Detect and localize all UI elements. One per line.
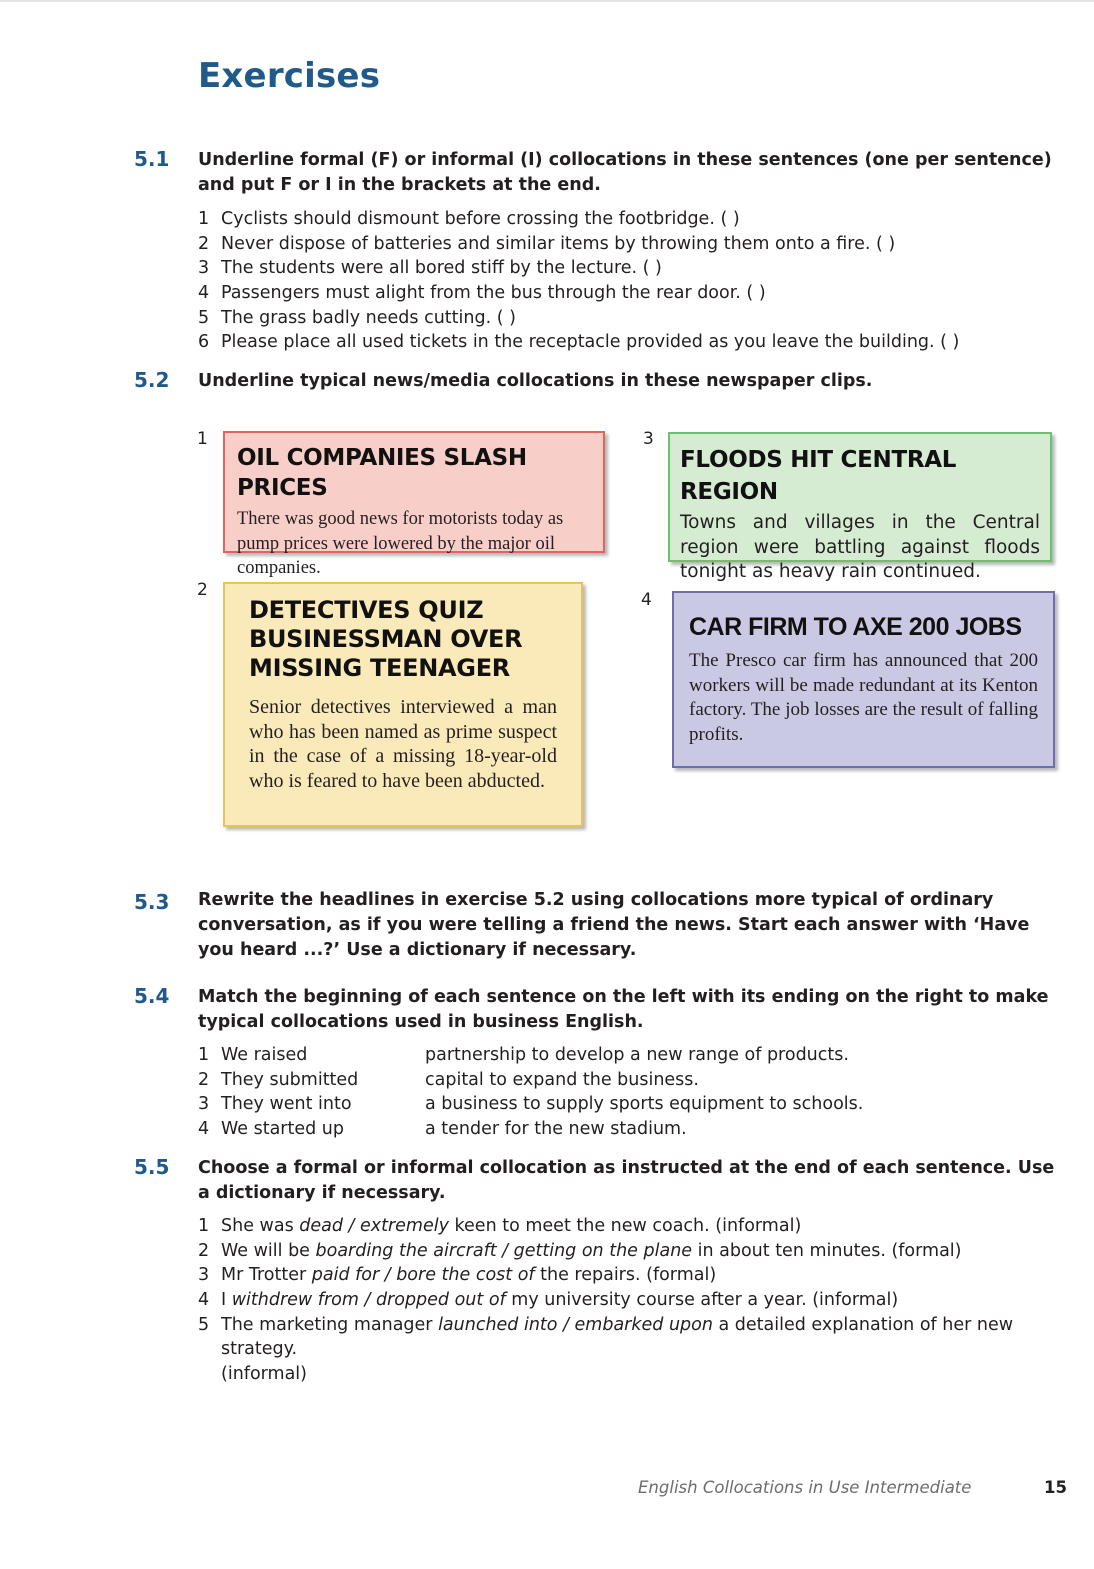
exercise-number-5-1: 5.1	[134, 147, 170, 171]
exercise-5-1-items	[198, 207, 959, 355]
page-number: 15	[1044, 1478, 1067, 1497]
news-clip-4	[672, 591, 1055, 768]
list-item: 2 Never dispose of batteries and similar items by throwing them onto a fire. ( )	[198, 233, 896, 254]
book-title: English Collocations in Use Intermediate	[638, 1478, 972, 1497]
table-row: 3 They went into a business to supply sports equipment to schools.	[198, 1094, 864, 1115]
collocation-choice: dead / extremely	[299, 1216, 449, 1236]
list-item: 5 The marketing manager launched into / embarked upon a detailed explanation of her new strategy. (informal)	[198, 1314, 1014, 1385]
clip-body: Senior detectives interviewed a man who has been named as prime suspect in the case of a missing 18-year-old who is feared to have been abducted.	[249, 696, 557, 792]
clip-number-4: 4	[641, 590, 652, 610]
collocation-choice: withdrew from / dropped out of	[231, 1290, 506, 1311]
list-item: 1 She was dead / extremely keen to meet the new coach. (informal)	[198, 1216, 802, 1236]
exercise-instruction-5-5: Choose a formal or informal collocation as instructed at the end of each sentence. Use a dictionary if necessary.	[198, 1158, 1055, 1203]
collocation-choice: paid for / bore the cost of	[311, 1265, 535, 1286]
list-item: 6 Please place all used tickets in the receptacle provided as you leave the building. ( )	[198, 332, 960, 353]
clip-number-3: 3	[643, 429, 654, 449]
exercise-instruction-5-3: Rewrite the headlines in exercise 5.2 using collocations more typical of ordinary conversation, as if you were telling a friend the news. Start each answer with ‘Have you heard ...?’ Use a dictionary if necessary.	[198, 890, 1030, 960]
news-clip-3	[668, 432, 1052, 582]
page-title: Exercises	[198, 56, 381, 96]
exercise-number-5-5: 5.5	[134, 1155, 170, 1179]
list-item: 3 Mr Trotter paid for / bore the cost of the repairs. (formal)	[198, 1265, 717, 1286]
exercise-instruction-5-2: Underline typical news/media collocations in these newspaper clips.	[198, 371, 873, 391]
matching-table	[198, 1043, 863, 1142]
exercise-instruction-5-4: Match the beginning of each sentence on the left with its ending on the right to make typical collocations used in business English.	[198, 987, 1049, 1032]
clip-headline: OIL COMPANIES SLASH PRICES	[237, 445, 527, 501]
news-clip-2	[223, 582, 583, 827]
list-item: 5 The grass badly needs cutting. ( )	[198, 307, 516, 328]
clip-body: Towns and villages in the Central region were battling against floods tonight as heavy rain continued.	[680, 512, 1040, 582]
table-row: 4 We started up a tender for the new stadium.	[198, 1119, 687, 1140]
collocation-choice: boarding the aircraft / getting on the plane	[315, 1240, 693, 1261]
collocation-choice: launched into / embarked upon	[438, 1314, 713, 1335]
exercise-number-5-3: 5.3	[134, 890, 170, 914]
clip-headline: DETECTIVES QUIZ BUSINESSMAN OVER MISSING TEENAGER	[249, 596, 523, 682]
clip-body: The Presco car firm has announced that 200 workers will be made redundant at its Kenton factory. The job losses are the result of falling profits.	[689, 650, 1038, 746]
clip-number-1: 1	[197, 429, 208, 449]
list-item: 4 I withdrew from / dropped out of my university course after a year. (informal)	[198, 1290, 899, 1311]
exercise-5-5-items	[198, 1214, 1071, 1387]
table-row: 2 They submitted capital to expand the business.	[198, 1069, 699, 1090]
list-item: 2 We will be boarding the aircraft / getting on the plane in about ten minutes. (formal)	[198, 1240, 962, 1261]
exercise-number-5-4: 5.4	[134, 984, 170, 1008]
news-clip-1	[223, 431, 605, 578]
clip-headline: FLOODS HIT CENTRAL REGION	[680, 447, 957, 505]
clip-body: There was good news for motorists today as pump prices were lowered by the major oil companies.	[237, 509, 564, 578]
list-item: 3 The students were all bored stiff by the lecture. ( )	[198, 258, 662, 279]
table-row: 1 We raised partnership to develop a new range of products.	[198, 1045, 849, 1065]
top-border	[0, 0, 1094, 2]
list-item: 4 Passengers must alight from the bus through the rear door. ( )	[198, 283, 766, 304]
clip-number-2: 2	[197, 580, 208, 600]
list-item: 1 Cyclists should dismount before crossing the footbridge. ( )	[198, 209, 740, 229]
clip-headline: CAR FIRM TO AXE 200 JOBS	[689, 613, 1022, 641]
exercise-instruction-5-1: Underline formal (F) or informal (I) collocations in these sentences (one per sentence) and put F or I in the brackets at the end.	[198, 150, 1052, 195]
exercise-number-5-2: 5.2	[134, 368, 170, 392]
